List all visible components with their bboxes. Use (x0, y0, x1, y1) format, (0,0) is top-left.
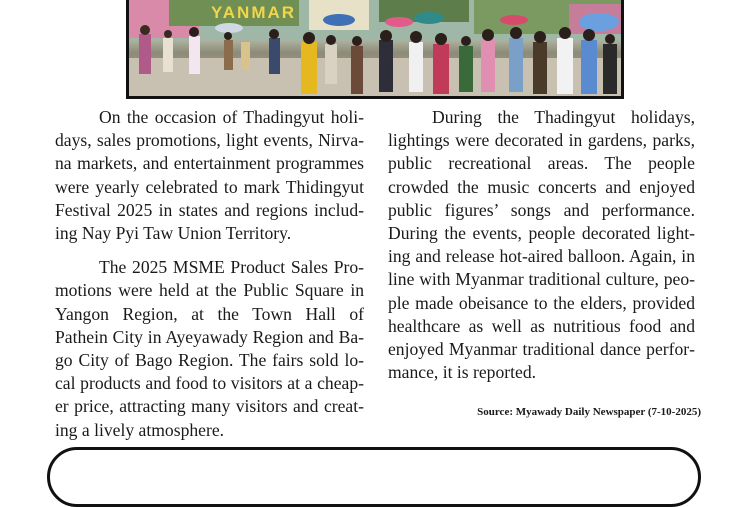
festival-sign-text: YANMAR (211, 3, 297, 22)
festival-crowd-photo (126, 0, 624, 99)
article-right-column (388, 106, 695, 384)
next-section-box (47, 447, 701, 507)
source-credit: Source: Myawady Daily Newspaper (7-10-2025) (477, 406, 701, 418)
article-paragraph: On the occasion of Thadingyut holidays, sales promotions, light events, Nirvana markets, and entertainment programmes were yearly celebrated to mark Thidingyut Festival 2025 in states and regions including Nay Pyi Taw Union Territory. (55, 107, 364, 244)
article-paragraph: The 2025 MSME Product Sales Promotions were held at the Public Square in Yangon Region, at the Town Hall of Pathein City in Ayeyawady Region and Bago City of Bago Region. The fairs sold local products and food to visitors at a cheaper price, attracting many visitors and creating a lively atmosphere. (55, 257, 364, 440)
article-left-column (55, 106, 364, 442)
article-paragraph: During the Thadingyut holidays, lightings were decorated in gardens, parks, public recreational areas. The people crowded the music concerts and enjoyed public figures’ songs and performance. During the events, people decorated lighting and release hot-aired balloon. Again, in line with Myanmar traditional culture, people made obeisance to the elders, provided healthcare as well as nutritious food and enjoyed Myanmar traditional dance performance, it is reported. (388, 107, 695, 383)
